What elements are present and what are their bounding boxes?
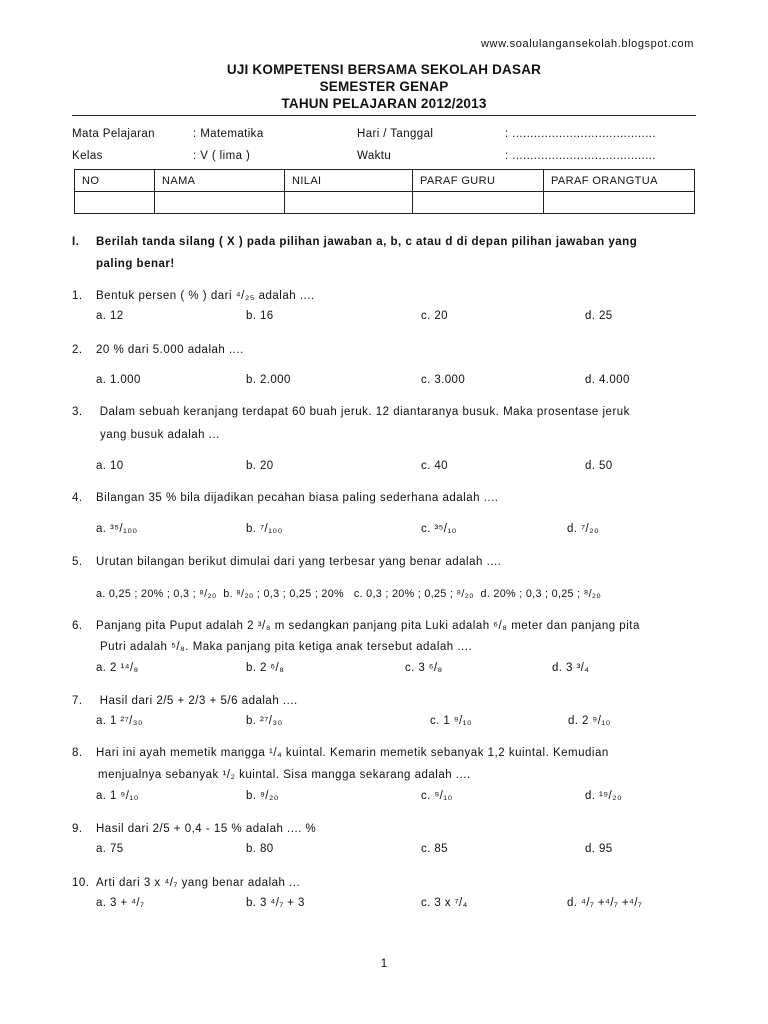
exam-title: UJI KOMPETENSI BERSAMA SEKOLAH DASAR xyxy=(226,62,542,77)
q8-option-d[interactable]: d. ¹⁹/₂₀ xyxy=(585,790,623,802)
question-number: 8. xyxy=(72,747,83,759)
question-5 xyxy=(72,556,501,568)
instruction-line-2: paling benar! xyxy=(96,258,175,270)
q9-option-c[interactable]: c. 85 xyxy=(421,843,448,855)
q6-option-d[interactable]: d. 3 ³/₄ xyxy=(552,662,590,674)
q2-option-c[interactable]: c. 3.000 xyxy=(421,374,466,386)
q1-option-c[interactable]: c. 20 xyxy=(421,310,448,322)
q8-option-c[interactable]: c. ⁹/₁₀ xyxy=(421,790,453,802)
q8-option-b[interactable]: b. ⁹/₂₀ xyxy=(246,790,279,802)
q7-option-a[interactable]: a. 1 ²⁷/₃₀ xyxy=(96,715,144,727)
q10-option-a[interactable]: a. 3 + ⁴/₇ xyxy=(96,897,145,909)
cell-no[interactable] xyxy=(75,192,155,214)
question-text: Hasil dari 2/5 + 0,4 - 15 % adalah .... % xyxy=(96,823,317,835)
question-text: Hasil dari 2/5 + 2/3 + 5/6 adalah .... xyxy=(96,695,298,707)
question-8-continued: menjualnya sebanyak ¹/₂ kuintal. Sisa mangga sekarang adalah .... xyxy=(98,769,471,781)
q9-option-b[interactable]: b. 80 xyxy=(246,843,274,855)
q5-option-c[interactable]: c. 0,3 ; 20% ; 0,25 ; ⁸/₂₀ xyxy=(353,588,474,600)
question-text: Panjang pita Puput adalah 2 ³/₈ m sedangkan panjang pita Luki adalah ⁶/₈ meter dan panjang pita xyxy=(96,620,640,632)
question-3-continued: yang busuk adalah ... xyxy=(100,429,220,441)
cell-paraf-guru[interactable] xyxy=(413,192,544,214)
date-value: : ........................................ xyxy=(505,128,656,140)
q5-option-d[interactable]: d. 20% ; 0,3 ; 0,25 ; ⁸/₂₀ xyxy=(480,588,602,600)
question-6 xyxy=(72,620,640,632)
q3-option-d[interactable]: d. 50 xyxy=(585,460,613,472)
q3-option-b[interactable]: b. 20 xyxy=(246,460,274,472)
question-number: 2. xyxy=(72,344,83,356)
q1-option-b[interactable]: b. 16 xyxy=(246,310,274,322)
question-number: 4. xyxy=(72,492,83,504)
question-text: Arti dari 3 x ⁴/₇ yang benar adalah ... xyxy=(96,877,301,889)
question-number: 9. xyxy=(72,823,83,835)
q5-option-b[interactable]: b. ⁸/₂₀ ; 0,3 ; 0,25 ; 20% xyxy=(223,588,344,600)
q9-option-d[interactable]: d. 95 xyxy=(585,843,613,855)
section-instruction xyxy=(72,236,637,248)
question-1 xyxy=(72,290,315,302)
q1-option-a[interactable]: a. 12 xyxy=(96,310,124,322)
class-value: : V ( lima ) xyxy=(193,150,251,162)
cell-nama[interactable] xyxy=(155,192,285,214)
time-label: Waktu xyxy=(357,150,392,162)
question-10 xyxy=(72,877,300,889)
header-divider xyxy=(72,115,696,116)
q6-option-b[interactable]: b. 2 ⁶/₈ xyxy=(246,662,285,674)
subject-label: Mata Pelajaran xyxy=(72,128,155,140)
question-text: 20 % dari 5.000 adalah .... xyxy=(96,344,244,356)
q10-option-c[interactable]: c. 3 x ⁷/₄ xyxy=(421,897,468,909)
question-6-continued: Putri adalah ⁵/₈. Maka panjang pita ketiga anak tersebut adalah .... xyxy=(100,641,473,653)
q3-option-a[interactable]: a. 10 xyxy=(96,460,124,472)
q2-option-a[interactable]: a. 1.000 xyxy=(96,374,141,386)
q9-option-a[interactable]: a. 75 xyxy=(96,843,124,855)
q2-option-d[interactable]: d. 4.000 xyxy=(585,374,630,386)
q10-option-b[interactable]: b. 3 ⁴/₇ + 3 xyxy=(246,897,305,909)
q6-option-c[interactable]: c. 3 ⁶/₈ xyxy=(405,662,443,674)
student-info-table xyxy=(74,169,695,214)
table-header-row xyxy=(75,170,695,192)
cell-paraf-orangtua[interactable] xyxy=(544,192,695,214)
question-8 xyxy=(72,747,609,759)
date-label: Hari / Tanggal xyxy=(357,128,434,140)
q4-option-b[interactable]: b. ⁷/₁₀₀ xyxy=(246,523,283,535)
cell-nilai[interactable] xyxy=(285,192,413,214)
question-number: 1. xyxy=(72,290,83,302)
q2-option-b[interactable]: b. 2.000 xyxy=(246,374,291,386)
question-text: Dalam sebuah keranjang terdapat 60 buah jeruk. 12 diantaranya busuk. Maka prosentase jeruk xyxy=(96,406,630,418)
question-number: 5. xyxy=(72,556,83,568)
question-text: Bilangan 35 % bila dijadikan pecahan biasa paling sederhana adalah .... xyxy=(96,492,499,504)
question-2 xyxy=(72,344,244,356)
question-7 xyxy=(72,695,298,707)
q4-option-c[interactable]: c. ³⁵/₁₀ xyxy=(421,523,457,535)
header-nilai: NILAI xyxy=(285,170,413,192)
header-paraf-guru: PARAF GURU xyxy=(413,170,544,192)
class-label: Kelas xyxy=(72,150,103,162)
year-title: TAHUN PELAJARAN 2012/2013 xyxy=(281,96,487,111)
page-number: 1 xyxy=(380,958,388,970)
semester-title: SEMESTER GENAP xyxy=(319,79,449,94)
q7-option-d[interactable]: d. 2 ⁹/₁₀ xyxy=(568,715,611,727)
question-number: 3. xyxy=(72,406,83,418)
section-numeral: I. xyxy=(72,236,80,248)
table-row xyxy=(75,192,695,214)
question-3 xyxy=(72,406,630,418)
question-9 xyxy=(72,823,316,835)
q8-option-a[interactable]: a. 1 ⁹/₁₀ xyxy=(96,790,139,802)
question-number: 7. xyxy=(72,695,83,707)
time-value: : ........................................ xyxy=(505,150,656,162)
question-number: 6. xyxy=(72,620,83,632)
q4-option-a[interactable]: a. ³⁵/₁₀₀ xyxy=(96,523,138,535)
q1-option-d[interactable]: d. 25 xyxy=(585,310,613,322)
q7-option-c[interactable]: c. 1 ⁹/₁₀ xyxy=(430,715,473,727)
header-no: NO xyxy=(75,170,155,192)
question-4 xyxy=(72,492,499,504)
header-nama: NAMA xyxy=(155,170,285,192)
question-text: Hari ini ayah memetik mangga ¹/₄ kuintal. Kemarin memetik sebanyak 1,2 kuintal. Kemudian xyxy=(96,747,609,759)
q5-options xyxy=(96,588,601,600)
question-text: Urutan bilangan berikut dimulai dari yang terbesar yang benar adalah .... xyxy=(96,556,502,568)
q5-option-a[interactable]: a. 0,25 ; 20% ; 0,3 ; ⁸/₂₀ xyxy=(96,588,217,600)
q7-option-b[interactable]: b. ²⁷/₃₀ xyxy=(246,715,283,727)
source-url: www.soalulangansekolah.blogspot.com xyxy=(480,38,694,50)
q6-option-a[interactable]: a. 2 ¹⁴/₈ xyxy=(96,662,139,674)
q3-option-c[interactable]: c. 40 xyxy=(421,460,448,472)
subject-value: : Matematika xyxy=(193,128,264,140)
instruction-line-1: Berilah tanda silang ( X ) pada pilihan jawaban a, b, c atau d di depan pilihan jawaban yang xyxy=(96,236,638,248)
q10-option-d[interactable]: d. ⁴/₇ +⁴/₇ +⁴/₇ xyxy=(567,897,643,909)
question-number: 10. xyxy=(72,877,90,889)
header-paraf-orangtua: PARAF ORANGTUA xyxy=(544,170,695,192)
q4-option-d[interactable]: d. ⁷/₂₀ xyxy=(567,523,600,535)
question-text: Bentuk persen ( % ) dari ⁴/₂₅ adalah .... xyxy=(96,290,315,302)
